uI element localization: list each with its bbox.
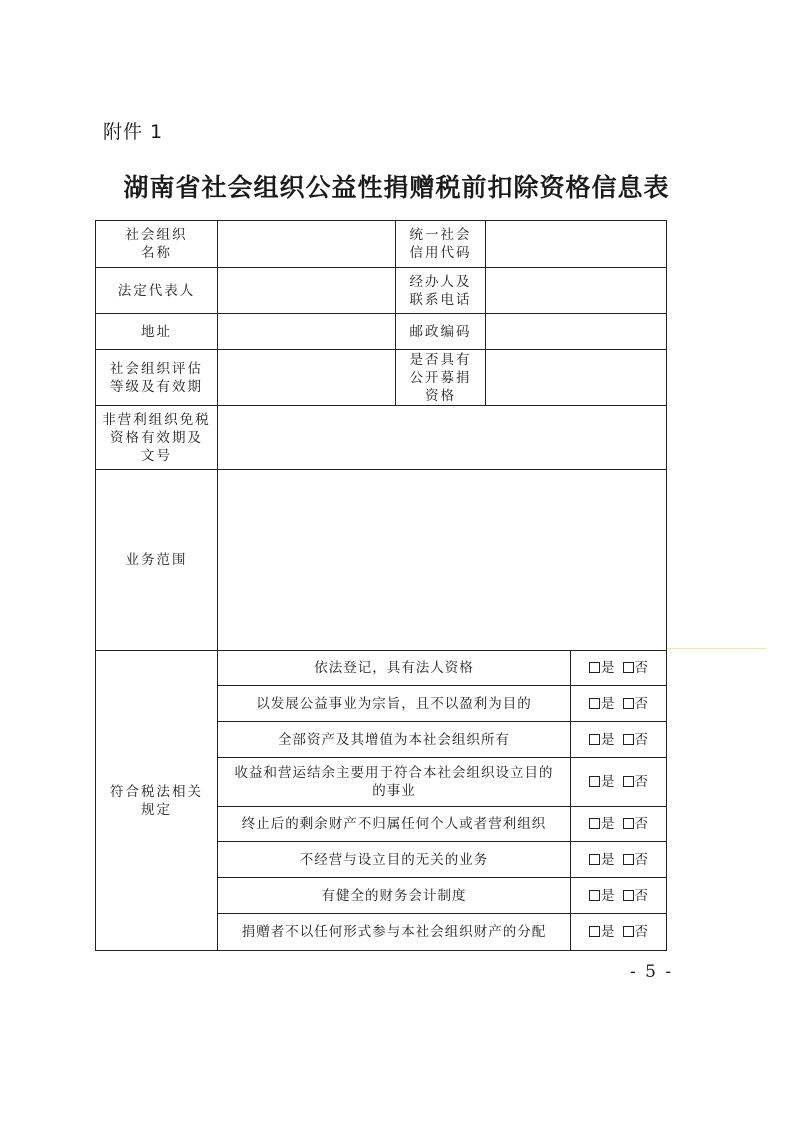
rating-field[interactable] [218, 350, 396, 406]
page-number: - 5 - [630, 962, 674, 982]
yes-label: 是 [601, 695, 615, 712]
yes-no-options [571, 914, 667, 951]
yes-option[interactable] [589, 695, 615, 713]
requirement-text: 以发展公益事业为宗旨，且不以盈利为目的 [218, 686, 571, 722]
business-scope-field[interactable] [218, 470, 667, 651]
no-label: 否 [634, 816, 648, 832]
tax-exempt-field[interactable] [218, 406, 667, 470]
requirement-text: 依法登记，具有法人资格 [218, 651, 571, 686]
form-title: 湖南省社会组织公益性捐赠税前扣除资格信息表 [123, 173, 670, 202]
yes-option[interactable] [589, 659, 615, 677]
no-label: 否 [634, 695, 648, 712]
no-label: 否 [634, 774, 648, 790]
yes-no-options [571, 842, 667, 878]
yes-label: 是 [601, 924, 615, 940]
yes-label: 是 [601, 774, 615, 790]
public-fundraising-label: 是否具有 公开募捐 资格 [396, 350, 486, 406]
yes-option[interactable] [589, 887, 615, 905]
postal-code-field[interactable] [486, 314, 667, 350]
yes-option[interactable] [589, 923, 615, 941]
requirement-text: 收益和营运结余主要用于符合本社会组织设立目的 的事业 [218, 758, 571, 807]
address-label: 地址 [96, 314, 218, 350]
rating-label: 社会组织评估 等级及有效期 [96, 350, 218, 406]
yes-no-options [571, 758, 667, 807]
yes-checkbox[interactable] [589, 854, 600, 865]
row-address [96, 314, 667, 350]
no-label: 否 [634, 887, 648, 904]
no-option[interactable] [623, 695, 649, 713]
yes-no-options [571, 722, 667, 758]
no-option[interactable] [623, 815, 649, 833]
credit-code-label: 统一社会 信用代码 [396, 221, 486, 268]
yes-label: 是 [601, 887, 615, 904]
yes-option[interactable] [589, 731, 615, 749]
no-checkbox[interactable] [623, 662, 634, 673]
no-option[interactable] [623, 731, 649, 749]
yes-option[interactable] [589, 773, 615, 791]
no-checkbox[interactable] [623, 776, 634, 787]
no-label: 否 [634, 660, 648, 676]
address-field[interactable] [218, 314, 396, 350]
no-option[interactable] [623, 773, 649, 791]
requirement-text: 终止后的剩余财产不归属任何个人或者营利组织 [218, 807, 571, 842]
contact-field[interactable] [486, 268, 667, 314]
no-option[interactable] [623, 851, 649, 869]
requirement-row [96, 651, 667, 686]
row-business-scope [96, 470, 667, 651]
no-checkbox[interactable] [623, 854, 634, 865]
yes-checkbox[interactable] [589, 734, 600, 745]
public-fundraising-field[interactable] [486, 350, 667, 406]
yes-checkbox[interactable] [589, 818, 600, 829]
yes-checkbox[interactable] [589, 890, 600, 901]
attachment-label: 附件 1 [103, 121, 164, 143]
no-option[interactable] [623, 887, 649, 905]
org-name-field[interactable] [218, 221, 396, 268]
requirement-text: 有健全的财务会计制度 [218, 878, 571, 914]
no-option[interactable] [623, 659, 649, 677]
row-org-name [96, 221, 667, 268]
no-checkbox[interactable] [623, 926, 634, 937]
yes-checkbox[interactable] [589, 926, 600, 937]
yes-option[interactable] [589, 851, 615, 869]
yes-checkbox[interactable] [589, 776, 600, 787]
info-form-table [95, 220, 667, 951]
yes-label: 是 [601, 851, 615, 868]
row-legal-rep [96, 268, 667, 314]
no-checkbox[interactable] [623, 818, 634, 829]
no-checkbox[interactable] [623, 734, 634, 745]
tax-exempt-label: 非营利组织免税 资格有效期及 文号 [96, 406, 218, 470]
requirement-text: 不经营与设立目的无关的业务 [218, 842, 571, 878]
no-checkbox[interactable] [623, 890, 634, 901]
no-checkbox[interactable] [623, 698, 634, 709]
yes-no-options [571, 686, 667, 722]
requirement-text: 全部资产及其增值为本社会组织所有 [218, 722, 571, 758]
legal-rep-label: 法定代表人 [96, 268, 218, 314]
yes-label: 是 [601, 660, 615, 676]
yes-no-options [571, 651, 667, 686]
yes-option[interactable] [589, 815, 615, 833]
yes-label: 是 [601, 816, 615, 832]
yes-no-options [571, 878, 667, 914]
credit-code-field[interactable] [486, 221, 667, 268]
org-name-label: 社会组织 名称 [96, 221, 218, 268]
requirement-text: 捐赠者不以任何形式参与本社会组织财产的分配 [218, 914, 571, 951]
contact-label: 经办人及 联系电话 [396, 268, 486, 314]
yes-label: 是 [601, 731, 615, 748]
no-label: 否 [634, 731, 648, 748]
yes-no-options [571, 807, 667, 842]
scan-highlight-mark [667, 648, 767, 649]
legal-rep-field[interactable] [218, 268, 396, 314]
business-scope-label: 业务范围 [96, 470, 218, 651]
no-option[interactable] [623, 923, 649, 941]
yes-checkbox[interactable] [589, 698, 600, 709]
no-label: 否 [634, 851, 648, 868]
row-rating [96, 350, 667, 406]
compliance-label: 符合税法相关 规定 [96, 651, 218, 951]
postal-code-label: 邮政编码 [396, 314, 486, 350]
row-tax-exempt [96, 406, 667, 470]
no-label: 否 [634, 924, 648, 940]
yes-checkbox[interactable] [589, 662, 600, 673]
